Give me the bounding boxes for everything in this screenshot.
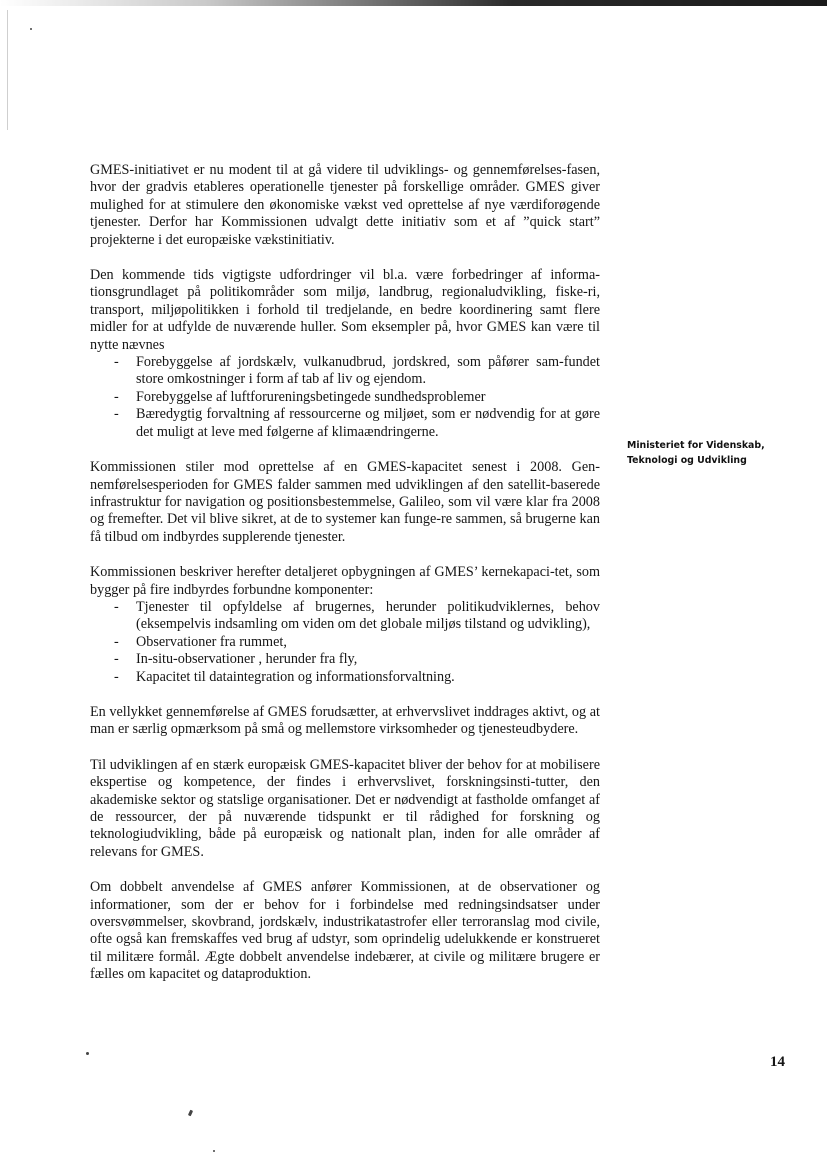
scan-speck (30, 28, 32, 30)
paragraph-challenges: Den kommende tids vigtigste udfordringer vil bl.a. være forbedringer af informa-tionsgrundlaget på politikområder som miljø, landbrug, regionaludvikling, fiske-ri, transport, miljøpolitikken i forhold til tredjelande, en bedre koordinering samt flere midler for at udfylde de nuværende huller. Som eksempler på, hvor GMES kan være til nytte nævnes (90, 267, 600, 353)
left-scan-edge (7, 10, 8, 130)
ministry-note-line: Ministeriet for Videnskab, (627, 440, 765, 451)
ministry-note (627, 438, 807, 468)
list-item: - Kapacitet til dataintegration og informationsforvaltning. (136, 669, 600, 686)
scan-speck (188, 1110, 193, 1117)
list-item: - Bæredygtig forvaltning af ressourcerne og miljøet, som er nødvendig for at gøre det muligt at leve med følgerne af klimaændringerne. (136, 406, 600, 441)
document-body (90, 162, 600, 1002)
scan-speck (86, 1052, 89, 1055)
paragraph-business: En vellykket gennemførelse af GMES forudsætter, at erhvervslivet inddrages aktivt, og at man er særlig opmærksom på små og mellemstore virksomheder og tjenesteudbydere. (90, 703, 600, 738)
scan-speck (213, 1150, 215, 1152)
page-number: 14 (770, 1054, 785, 1070)
paragraph-core-capacity: Kommissionen beskriver herefter detaljeret opbygningen af GMES’ kernekapaci-tet, som bygger på fire indbyrdes forbundne komponenter: (90, 564, 600, 598)
list-item: - In-situ-observationer , herunder fra fly, (136, 651, 600, 668)
ministry-note-line: Teknologi og Udvikling (627, 455, 747, 466)
list-item: - Observationer fra rummet, (136, 634, 600, 651)
list-item: - Forebyggelse af luftforureningsbetingede sundhedsproblemer (136, 389, 600, 406)
paragraph-dual-use: Om dobbelt anvendelse af GMES anfører Kommissionen, at de observationer og informationer, som der er behov for i forbindelse med redningsindsatser under oversvømmelser, skovbrand, jordskælv, industrikatastrofer eller terroranslag mod civile, ofte også kan fremskaffes ved brug af udstyr, som oprindelig udelukkende er konstrueret til militære formål. Ægte dobbelt anvendelse indebærer, at civile og militære brugere er fælles om kapacitet og dataproduktion. (90, 879, 600, 983)
paragraph-expertise: Til udviklingen af en stærk europæisk GMES-kapacitet bliver der behov for at mobilisere ekspertise og kompetence, der findes i erhvervslivet, forskningsinsti-tutter, den akademiske sektor og statslige organisationer. Det er nødvendigt at fastholde omfanget af de ressourcer, der på nuværende tidspunkt er til rådighed for forskning og teknologiudvikling, både på europæisk og nationalt plan, inden for alle områder af relevans for GMES. (90, 756, 600, 860)
list-item: - Tjenester til opfyldelse af brugernes, herunder politikudviklernes, behov (eksempelvis indsamling om viden om det globale miljøs tilstand og udvikling), (136, 599, 600, 634)
list-examples (90, 354, 600, 441)
top-scan-rule (0, 0, 827, 6)
paragraph-capacity-2008: Kommissionen stiler mod oprettelse af en GMES-kapacitet senest i 2008. Gen-nemførelsesperioden for GMES falder sammen med udviklingen af den satellit-baserede infrastruktur for navigation og positionsbestemmelse, Galileo, som vil være klar fra 2008 og fremefter. Det vil blive sikret, at de to systemer kan funge-re sammen, så brugerne kan få tilbud om indbyrdes supplerende tjenester. (90, 459, 600, 545)
list-components (90, 599, 600, 686)
list-item: - Forebyggelse af jordskælv, vulkanudbrud, jordskred, som påfører sam-fundet store omkostninger i form af tab af liv og ejendom. (136, 354, 600, 389)
paragraph-gmes-initiative: GMES-initiativet er nu modent til at gå videre til udviklings- og gennemførelses-fasen, hvor der gradvis etableres operationelle tjenester på forskellige områder. GMES giver mulighed for at stimulere den økonomiske vækst ved oprettelse af nye værdiforøgende tjenester. Derfor har Kommissionen udvalgt dette initiativ som et af ”quick start” projekterne i det europæiske vækstinitiativ. (90, 162, 600, 248)
